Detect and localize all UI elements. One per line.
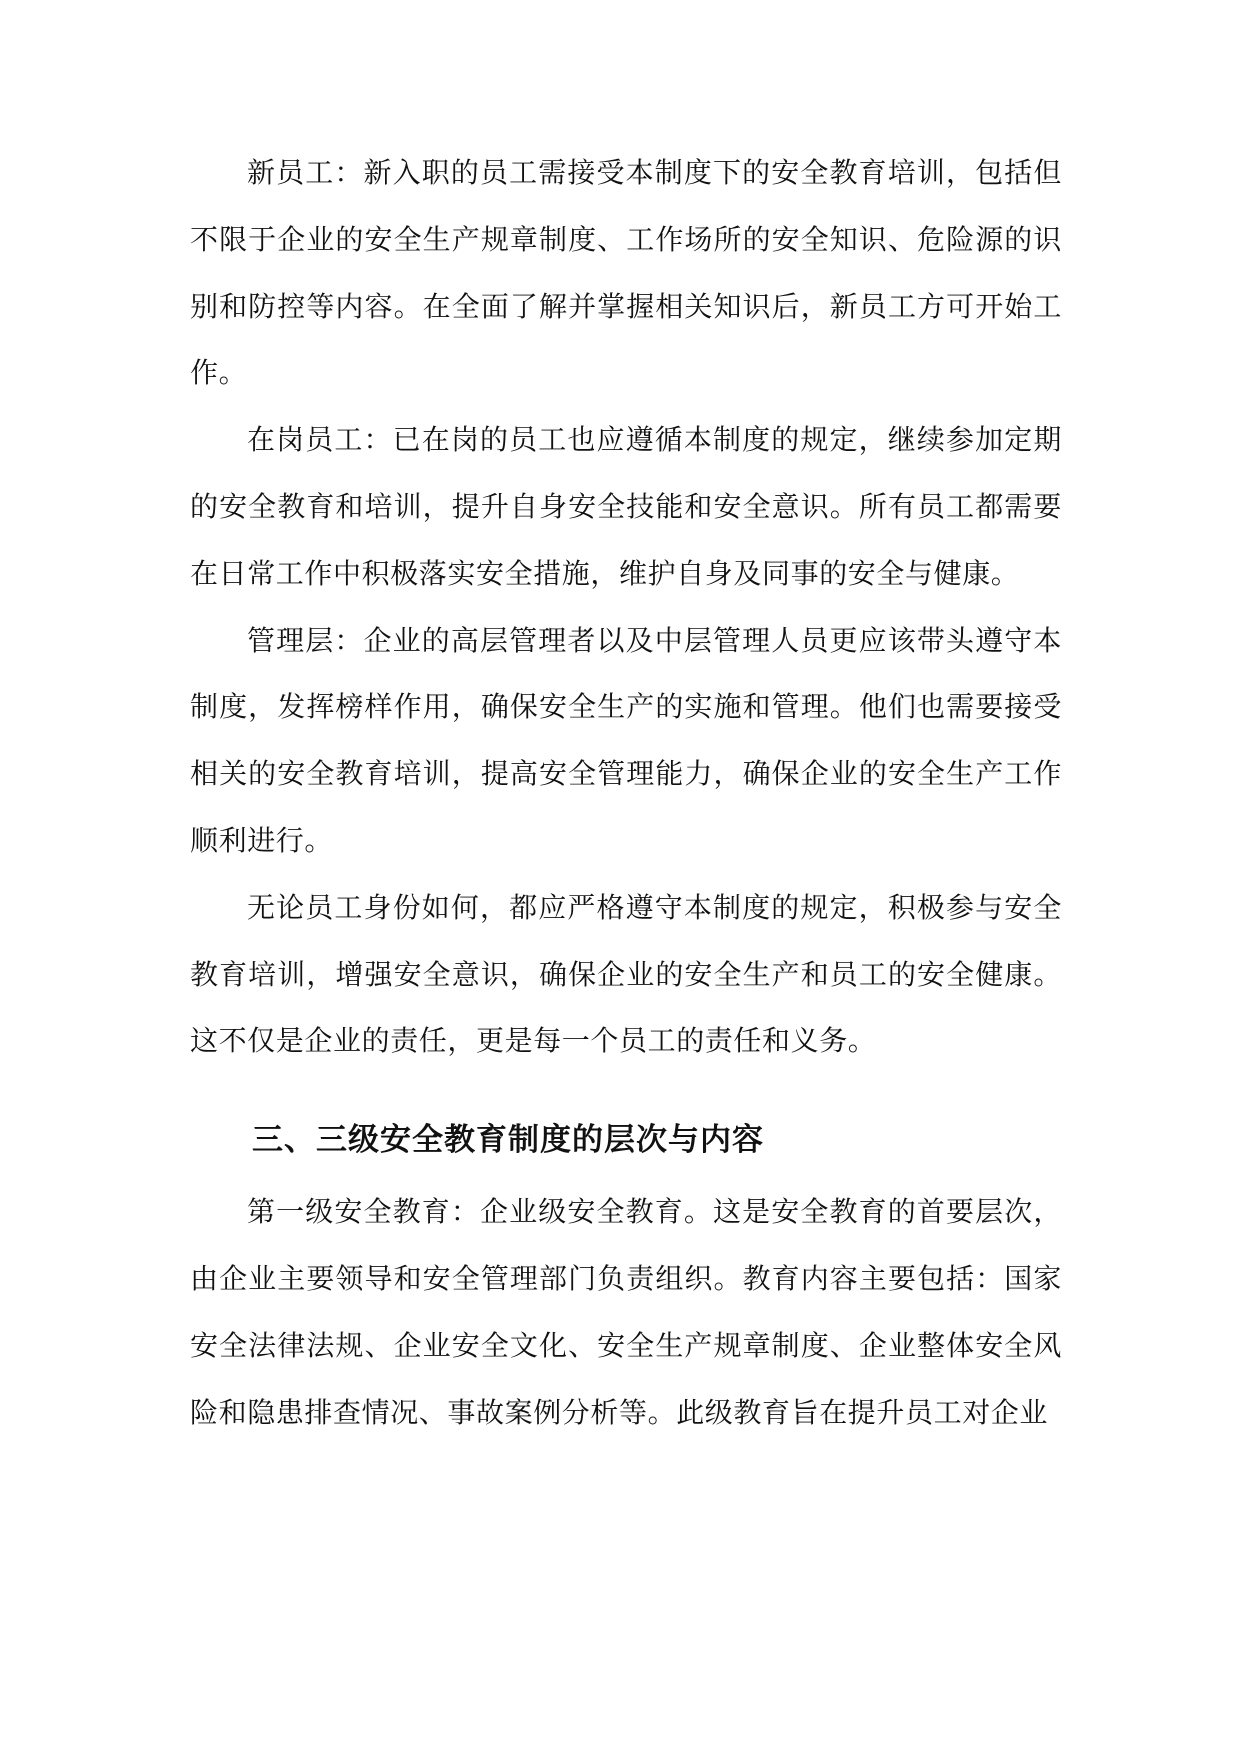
paragraph-new-employees: 新员工：新入职的员工需接受本制度下的安全教育培训，包括但不限于企业的安全生产规章制度、工作场所的安全知识、危险源的识别和防控等内容。在全面了解并掌握相关知识后，新员工方可开始工作。: [190, 156, 1062, 390]
paragraph-first-level-education: 第一级安全教育：企业级安全教育。这是安全教育的首要层次，由企业主要领导和安全管理部门负责组织。教育内容主要包括：国家安全法律法规、企业安全文化、安全生产规章制度、企业整体安全风险和隐患排查情况、事故案例分析等。此级教育旨在提升员工对企业: [190, 1195, 1062, 1429]
paragraph-current-employees: 在岗员工：已在岗的员工也应遵循本制度的规定，继续参加定期的安全教育和培训，提升自身安全技能和安全意识。所有员工都需要在日常工作中积极落实安全措施，维护自身及同事的安全与健康。: [190, 423, 1062, 590]
section-heading: 三、三级安全教育制度的层次与内容: [252, 1122, 764, 1159]
paragraph-all-employees: 无论员工身份如何，都应严格遵守本制度的规定，积极参与安全教育培训，增强安全意识，确保企业的安全生产和员工的安全健康。这不仅是企业的责任，更是每一个员工的责任和义务。: [190, 890, 1062, 1058]
paragraph-management: 管理层：企业的高层管理者以及中层管理人员更应该带头遵守本制度，发挥榜样作用，确保安全生产的实施和管理。他们也需要接受相关的安全教育培训，提高安全管理能力，确保企业的安全生产工作顺利进行。: [190, 623, 1062, 857]
document-body: [190, 140, 1062, 1446]
